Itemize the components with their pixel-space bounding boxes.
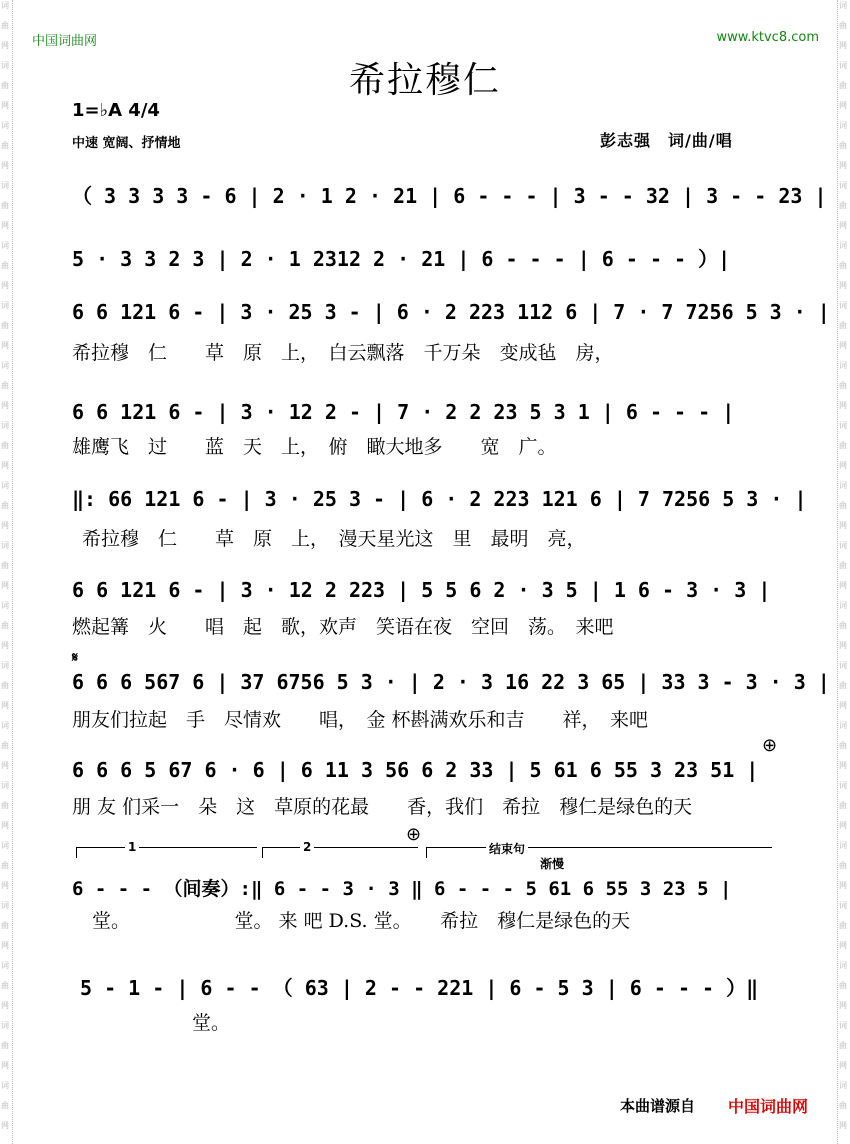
watermark-glyph: 网 xyxy=(1,101,9,110)
watermark-glyph: 曲 xyxy=(839,381,847,390)
watermark-glyph: 网 xyxy=(1,1121,9,1130)
watermark-glyph: 曲 xyxy=(839,861,847,870)
ending-label: 结束句 xyxy=(486,840,528,857)
watermark-glyph: 网 xyxy=(1,941,9,950)
watermark-glyph: 曲 xyxy=(839,81,847,90)
watermark-glyph: 词 xyxy=(839,61,847,70)
watermark-glyph: 网 xyxy=(1,281,9,290)
footer-source-text: 本曲谱源自 xyxy=(620,1097,696,1115)
watermark-glyph: 曲 xyxy=(839,981,847,990)
score-row-7-notes: 6 6 6 567 6 | 37 6756 5 3 · | 2 · 3 16 22 3 65 | 33 3 - 3 · 3 | xyxy=(72,670,830,694)
site-url-right[interactable]: www.ktvc8.com xyxy=(716,30,819,45)
right-watermark-column xyxy=(837,0,850,1144)
watermark-glyph: 网 xyxy=(839,701,847,710)
watermark-glyph: 网 xyxy=(839,161,847,170)
watermark-glyph: 网 xyxy=(839,521,847,530)
watermark-glyph: 网 xyxy=(839,641,847,650)
watermark-glyph: 曲 xyxy=(1,861,9,870)
song-credit: 彭志强 词/曲/唱 xyxy=(600,131,733,150)
watermark-glyph: 网 xyxy=(839,881,847,890)
watermark-glyph: 曲 xyxy=(839,141,847,150)
watermark-glyph: 曲 xyxy=(839,501,847,510)
watermark-glyph: 曲 xyxy=(1,501,9,510)
watermark-glyph: 词 xyxy=(1,661,9,670)
watermark-glyph: 网 xyxy=(1,821,9,830)
watermark-glyph: 词 xyxy=(839,781,847,790)
watermark-glyph: 曲 xyxy=(1,681,9,690)
watermark-glyph: 曲 xyxy=(1,81,9,90)
watermark-glyph: 曲 xyxy=(839,321,847,330)
volta-1-number: 1 xyxy=(125,840,139,854)
watermark-glyph: 曲 xyxy=(839,441,847,450)
watermark-glyph: 词 xyxy=(1,421,9,430)
watermark-glyph: 词 xyxy=(839,1081,847,1090)
watermark-glyph: 词 xyxy=(839,481,847,490)
watermark-glyph: 网 xyxy=(1,1001,9,1010)
volta-1-bracket xyxy=(76,847,257,858)
watermark-glyph: 词 xyxy=(839,301,847,310)
watermark-glyph: 词 xyxy=(1,1,9,10)
watermark-glyph: 网 xyxy=(839,941,847,950)
watermark-glyph: 词 xyxy=(1,61,9,70)
watermark-glyph: 曲 xyxy=(839,21,847,30)
volta-2-number: 2 xyxy=(300,840,314,854)
watermark-glyph: 曲 xyxy=(1,441,9,450)
watermark-glyph: 曲 xyxy=(839,201,847,210)
watermark-glyph: 词 xyxy=(1,1081,9,1090)
watermark-glyph: 网 xyxy=(1,161,9,170)
score-row-2-notes: 5 · 3 3 2 3 | 2 · 1 2312 2 · 21 | 6 - - - | 6 - - - ）| xyxy=(72,247,731,271)
watermark-glyph: 网 xyxy=(1,641,9,650)
watermark-glyph: 曲 xyxy=(839,801,847,810)
watermark-glyph: 曲 xyxy=(1,261,9,270)
watermark-glyph: 曲 xyxy=(1,741,9,750)
score-row-3-lyric: 希拉穆 仁 草 原 上， 白云飘落 千万朵 变成毡 房， xyxy=(72,342,614,364)
watermark-glyph: 曲 xyxy=(1,921,9,930)
watermark-glyph: 词 xyxy=(1,541,9,550)
watermark-glyph: 曲 xyxy=(1,981,9,990)
slow-label: 渐慢 xyxy=(540,857,565,871)
watermark-glyph: 曲 xyxy=(1,321,9,330)
watermark-glyph: 网 xyxy=(839,1001,847,1010)
watermark-glyph: 曲 xyxy=(1,201,9,210)
score-row-5-notes: ‖: 66 121 6 - | 3 · 25 3 - | 6 · 2 223 121 6 | 7 7256 5 3 · | xyxy=(72,487,807,511)
watermark-glyph: 曲 xyxy=(1,1041,9,1050)
watermark-glyph: 词 xyxy=(839,181,847,190)
watermark-glyph: 词 xyxy=(1,481,9,490)
score-row-3-notes: 6 6 121 6 - | 3 · 25 3 - | 6 · 2 223 112 6 | 7 · 7 7256 5 3 · | xyxy=(72,300,830,324)
watermark-glyph: 网 xyxy=(839,41,847,50)
footer-source-site[interactable]: 中国词曲网 xyxy=(728,1097,809,1116)
watermark-glyph: 网 xyxy=(1,521,9,530)
watermark-glyph: 网 xyxy=(1,581,9,590)
watermark-glyph: 曲 xyxy=(1,1101,9,1110)
watermark-glyph: 曲 xyxy=(839,681,847,690)
watermark-glyph: 曲 xyxy=(1,141,9,150)
score-row-1-notes: （ 3 3 3 3 - 6 | 2 · 1 2 · 21 | 6 - - - | 3 - - 32 | 3 - - 23 | xyxy=(72,184,827,208)
score-row-4-notes: 6 6 121 6 - | 3 · 12 2 - | 7 · 2 2 23 5 3 1 | 6 - - - | xyxy=(72,400,735,424)
watermark-glyph: 曲 xyxy=(1,381,9,390)
volta-2-bracket xyxy=(262,847,418,858)
watermark-glyph: 词 xyxy=(1,121,9,130)
watermark-glyph: 词 xyxy=(839,421,847,430)
watermark-glyph: 曲 xyxy=(839,1041,847,1050)
site-name-left[interactable]: 中国词曲网 xyxy=(32,34,98,49)
watermark-glyph: 词 xyxy=(839,841,847,850)
watermark-glyph: 网 xyxy=(839,821,847,830)
score-row-4-lyric: 雄鹰飞 过 蓝 天 上， 俯 瞰大地多 宽 广。 xyxy=(72,436,557,458)
score-row-8-lyric: 朋 友 们采一 朵 这 草原的花最 香，我们 希拉 穆仁是绿色的天 xyxy=(72,796,693,818)
watermark-glyph: 词 xyxy=(1,1021,9,1030)
watermark-glyph: 曲 xyxy=(839,561,847,570)
watermark-glyph: 网 xyxy=(1,761,9,770)
score-row-10-lyric: 堂。 xyxy=(110,1012,231,1034)
watermark-glyph: 曲 xyxy=(1,621,9,630)
watermark-glyph: 词 xyxy=(839,961,847,970)
watermark-glyph: 网 xyxy=(1,461,9,470)
score-row-8-notes: 6 6 6 5 67 6 · 6 | 6 11 3 56 6 2 33 | 5 61 6 55 3 23 51 | xyxy=(72,758,759,782)
watermark-glyph: 词 xyxy=(1,361,9,370)
watermark-glyph: 网 xyxy=(1,881,9,890)
segno-sign: 𝄋 xyxy=(72,650,79,666)
watermark-glyph: 词 xyxy=(839,541,847,550)
watermark-glyph: 词 xyxy=(1,721,9,730)
watermark-glyph: 词 xyxy=(839,901,847,910)
coda-sign-2: ⊕ xyxy=(406,824,422,845)
watermark-glyph: 词 xyxy=(839,1021,847,1030)
watermark-glyph: 曲 xyxy=(1,801,9,810)
watermark-glyph: 曲 xyxy=(1,21,9,30)
watermark-glyph: 词 xyxy=(1,301,9,310)
watermark-glyph: 词 xyxy=(839,721,847,730)
watermark-glyph: 词 xyxy=(1,241,9,250)
watermark-glyph: 词 xyxy=(839,241,847,250)
watermark-glyph: 词 xyxy=(839,361,847,370)
watermark-glyph: 网 xyxy=(839,221,847,230)
watermark-glyph: 网 xyxy=(839,761,847,770)
score-row-5-lyric: 希拉穆 仁 草 原 上， 漫天星光这 里 最明 亮， xyxy=(82,528,586,550)
key-signature: 1=♭A 4/4 xyxy=(72,100,160,121)
watermark-glyph: 曲 xyxy=(839,1101,847,1110)
watermark-glyph: 网 xyxy=(1,1061,9,1070)
watermark-glyph: 网 xyxy=(839,1121,847,1130)
watermark-glyph: 词 xyxy=(1,181,9,190)
watermark-glyph: 网 xyxy=(839,1061,847,1070)
watermark-glyph: 曲 xyxy=(839,921,847,930)
watermark-glyph: 词 xyxy=(839,601,847,610)
watermark-glyph: 词 xyxy=(839,121,847,130)
song-title: 希拉穆仁 xyxy=(348,60,501,101)
watermark-glyph: 网 xyxy=(839,581,847,590)
watermark-glyph: 词 xyxy=(1,781,9,790)
score-row-9-notes: 6 - - - （间奏）:‖ 6 - - 3 · 3 ‖ 6 - - - 5 61 6 55 3 23 5 | xyxy=(72,878,732,900)
watermark-glyph: 网 xyxy=(839,341,847,350)
coda-sign: ⊕ xyxy=(762,735,778,756)
watermark-glyph: 词 xyxy=(1,901,9,910)
score-row-6-notes: 6 6 121 6 - | 3 · 12 2 223 | 5 5 6 2 · 3 5 | 1 6 - 3 · 3 | xyxy=(72,578,771,602)
watermark-glyph: 词 xyxy=(1,841,9,850)
score-row-6-lyric: 燃起篝 火 唱 起 歌，欢声 笑语在夜 空回 荡。 来吧 xyxy=(72,616,614,638)
watermark-glyph: 曲 xyxy=(839,741,847,750)
watermark-glyph: 词 xyxy=(1,601,9,610)
watermark-glyph: 词 xyxy=(839,661,847,670)
score-row-10-notes: 5 - 1 - | 6 - - （ 63 | 2 - - 221 | 6 - 5 3 | 6 - - - ）‖ xyxy=(80,976,759,1000)
watermark-glyph: 词 xyxy=(1,961,9,970)
watermark-glyph: 曲 xyxy=(839,261,847,270)
watermark-glyph: 网 xyxy=(1,221,9,230)
watermark-glyph: 网 xyxy=(839,401,847,410)
tempo-marking: 中速 宽阔、抒情地 xyxy=(72,136,181,151)
watermark-glyph: 词 xyxy=(839,1,847,10)
watermark-glyph: 曲 xyxy=(1,561,9,570)
watermark-glyph: 网 xyxy=(1,701,9,710)
watermark-glyph: 曲 xyxy=(839,621,847,630)
watermark-glyph: 网 xyxy=(839,461,847,470)
watermark-glyph: 网 xyxy=(1,41,9,50)
left-watermark-column xyxy=(0,0,13,1144)
watermark-glyph: 网 xyxy=(1,341,9,350)
watermark-glyph: 网 xyxy=(1,401,9,410)
score-row-9-lyric: 堂。 堂。 来 吧 D.S. 堂。 希拉 穆仁是绿色的天 xyxy=(92,910,631,932)
watermark-glyph: 网 xyxy=(839,101,847,110)
ending-bracket xyxy=(426,847,772,858)
watermark-glyph: 网 xyxy=(839,281,847,290)
score-row-7-lyric: 朋友们拉起 手 尽情欢 唱， 金 杯斟满欢乐和吉 祥， 来吧 xyxy=(72,709,649,731)
